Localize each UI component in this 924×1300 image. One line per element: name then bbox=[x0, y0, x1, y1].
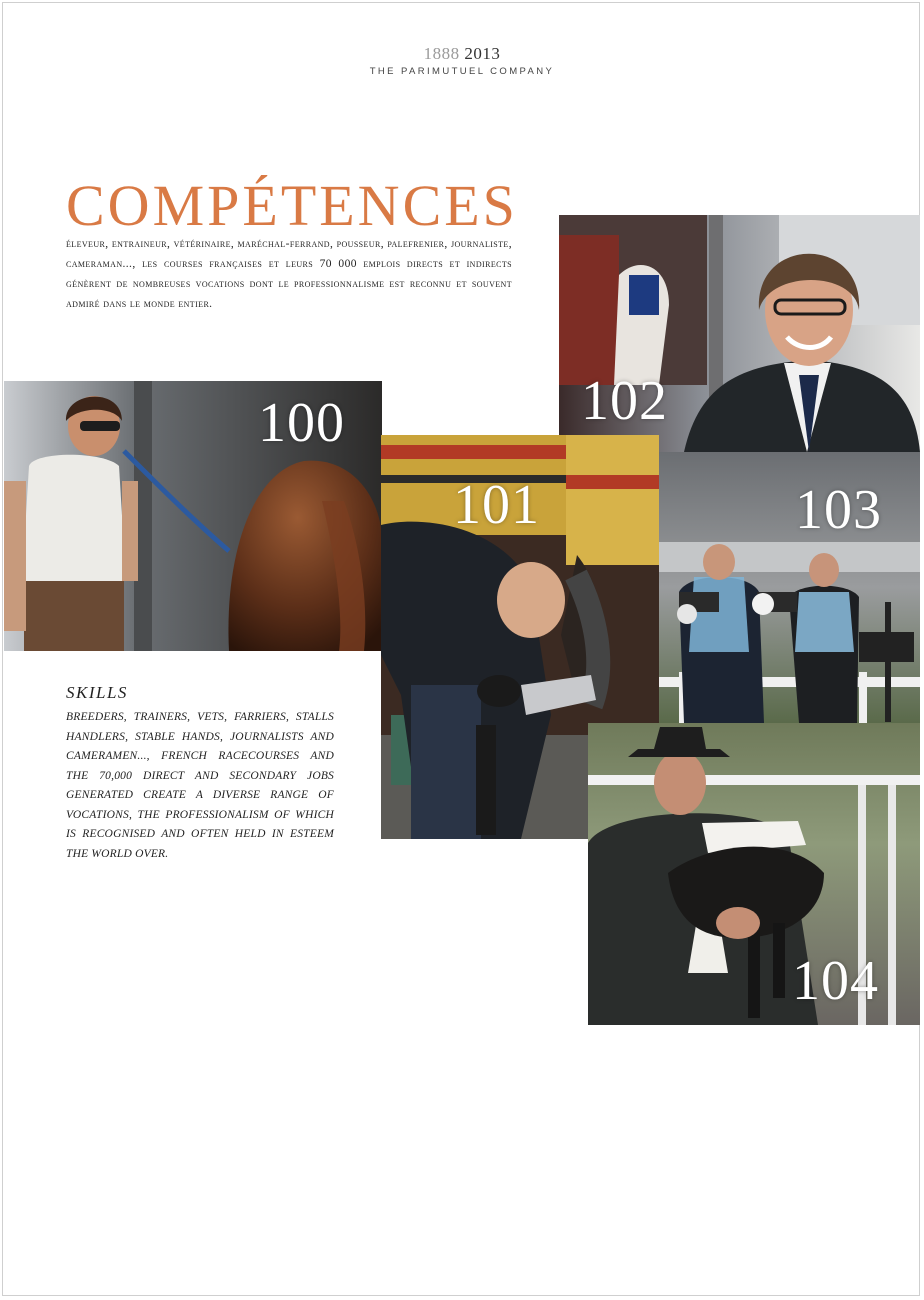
photo-102 bbox=[559, 215, 920, 452]
english-title: SKILLS bbox=[66, 683, 128, 702]
photo-number-100: 100 bbox=[258, 392, 345, 454]
page-title: COMPÉTENCES bbox=[66, 172, 518, 238]
photo-104 bbox=[588, 723, 920, 1025]
photo-number-104: 104 bbox=[792, 950, 879, 1012]
english-paragraph: BREEDERS, TRAINERS, VETS, FARRIERS, STALLS HANDLERS, STABLE HANDS, JOURNALISTS AND CAMERAMEN..., FRENCH RACECOURSES AND THE 70,000 DIRECT AND SECONDARY JOBS GENERATED CREATE A DIVERSE RANGE OF VOCATIONS, THE PROFESSIONALISM OF WHICH IS RECOGNISED AND OFTEN HELD IN ESTEEM THE WORLD OVER. bbox=[66, 711, 334, 860]
year-start: 1888 bbox=[423, 44, 460, 63]
photo-number-101: 101 bbox=[453, 474, 540, 536]
photo-number-102: 102 bbox=[581, 370, 668, 432]
years-label bbox=[0, 44, 924, 64]
photo-number-103: 103 bbox=[795, 479, 882, 541]
company-name: THE PARIMUTUEL COMPANY bbox=[369, 66, 555, 77]
brand-header bbox=[0, 44, 924, 77]
year-end: 2013 bbox=[464, 44, 501, 63]
french-paragraph: éleveur, entraineur, vétérinaire, maréchal-ferrand, pousseur, palefrenier, journaliste, cameraman..., les courses françaises et leurs 70 000 emplois directs et indirects génèrent de nombreuses vocations dont le professionnalisme est reconnu et souvent admiré dans le monde entier. bbox=[66, 238, 512, 310]
photo-103 bbox=[659, 452, 920, 723]
photo-100 bbox=[4, 381, 382, 651]
